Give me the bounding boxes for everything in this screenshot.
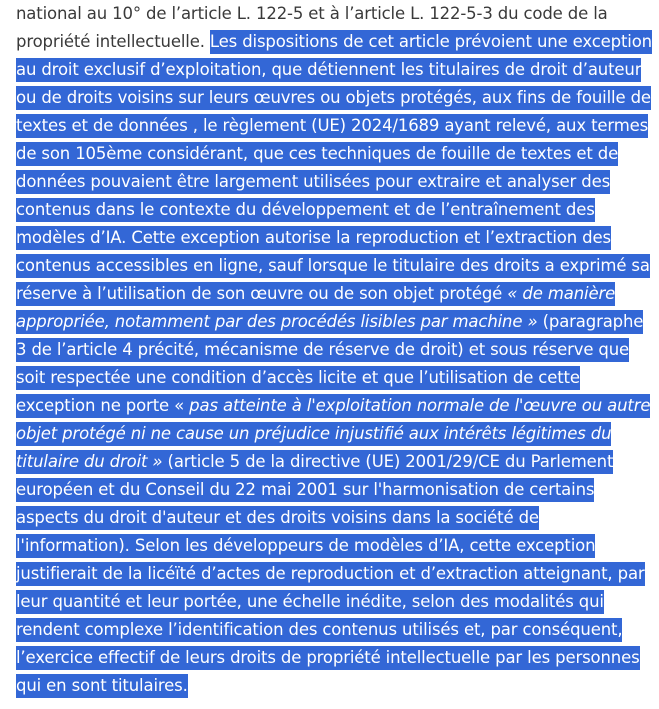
text-line <box>16 420 641 448</box>
text-line <box>16 448 641 476</box>
text-line <box>16 168 641 196</box>
selected-text: modèles d’IA. Cette exception autorise la reproduction et l’extraction des <box>16 226 611 250</box>
selected-text: l’exercice effectif de leurs droits de propriété intellectuelle par les personnes <box>16 646 640 670</box>
text-line <box>16 224 641 252</box>
plain-text: propriété intellectuelle. <box>16 32 210 51</box>
text-line <box>16 364 641 392</box>
text-line <box>16 532 641 560</box>
text-line <box>16 476 641 504</box>
selected-quote: appropriée, notamment par des procédés lisibles par machine » <box>16 312 538 331</box>
selected-text: européen et du Conseil du 22 mai 2001 sur l'harmonisation de certains <box>16 478 594 502</box>
selected-text: au droit exclusif d’exploitation, que détiennent les titulaires de droit d’auteur <box>16 58 641 82</box>
selected-text: soit respectée une condition d’accès licite et que l’utilisation de cette <box>16 366 580 390</box>
selected-text: aspects du droit d'auteur et des droits voisins dans la société de <box>16 506 539 530</box>
text-line <box>16 196 641 224</box>
text-line <box>16 0 641 28</box>
text-line <box>16 280 641 308</box>
selected-quote: titulaire du droit » <box>16 452 163 471</box>
selected-quote: pas atteinte à l'exploitation normale de l'œuvre ou autre <box>189 396 651 415</box>
article-body <box>16 0 652 700</box>
selected-text: leur quantité et leur portée, une échelle inédite, selon des modalités qui <box>16 590 604 614</box>
selected-text: contenus accessibles en ligne, sauf lorsque le titulaire des droits a exprimé sa <box>16 254 650 278</box>
text-line <box>16 308 644 336</box>
selected-text: justifierait de la licéïté d’actes de reproduction et d’extraction atteignant, par <box>16 562 645 586</box>
selected-text: de son 105ème considérant, que ces techniques de fouille de textes et de <box>16 142 618 166</box>
selected-text: données pouvaient être largement utilisées pour extraire et analyser des <box>16 170 610 194</box>
text-line <box>16 56 641 84</box>
selected-text: rendent complexe l’identification des contenus utilisés et, par conséquent, <box>16 618 622 642</box>
text-line <box>16 672 641 700</box>
selected-text: exception ne porte « <box>16 394 189 418</box>
selected-text: qui en sont titulaires. <box>16 674 188 698</box>
text-line <box>16 28 652 56</box>
selected-text: Les dispositions de cet article prévoient une exception <box>210 30 652 54</box>
selected-text: textes et de données , le règlement (UE) 2024/1689 ayant relevé, aux termes <box>16 114 648 138</box>
text-line <box>16 616 641 644</box>
selected-text: ou de droits voisins sur leurs œuvres ou objets protégés, aux fins de fouille de <box>16 86 651 110</box>
text-line <box>16 112 649 140</box>
text-line <box>16 252 650 280</box>
selected-text: (article 5 de la directive (UE) 2001/29/CE du Parlement <box>162 450 613 474</box>
text-line <box>16 560 645 588</box>
selected-text: 3 de l’article 4 précité, mécanisme de réserve de droit) et sous réserve que <box>16 338 629 362</box>
selected-text: contenus dans le contexte du développement et de l’entraînement des <box>16 198 595 222</box>
selected-quote: « de manière <box>507 284 616 303</box>
text-line <box>16 84 651 112</box>
selected-text: l'information). Selon les développeurs de modèles d’IA, cette exception <box>16 534 595 558</box>
selected-text: (paragraphe <box>538 310 644 334</box>
selected-text: réserve à l’utilisation de son œuvre ou de son objet protégé <box>16 282 507 306</box>
plain-text: national au 10° de l’article L. 122-5 et à l’article L. 122-5-3 du code de la <box>16 4 608 23</box>
text-line <box>16 336 641 364</box>
text-line <box>16 588 641 616</box>
selected-quote: objet protégé ni ne cause un préjudice injustifié aux intérêts légitimes du <box>16 424 612 443</box>
text-line <box>16 392 651 420</box>
text-line <box>16 644 641 672</box>
text-line <box>16 140 641 168</box>
text-line <box>16 504 641 532</box>
